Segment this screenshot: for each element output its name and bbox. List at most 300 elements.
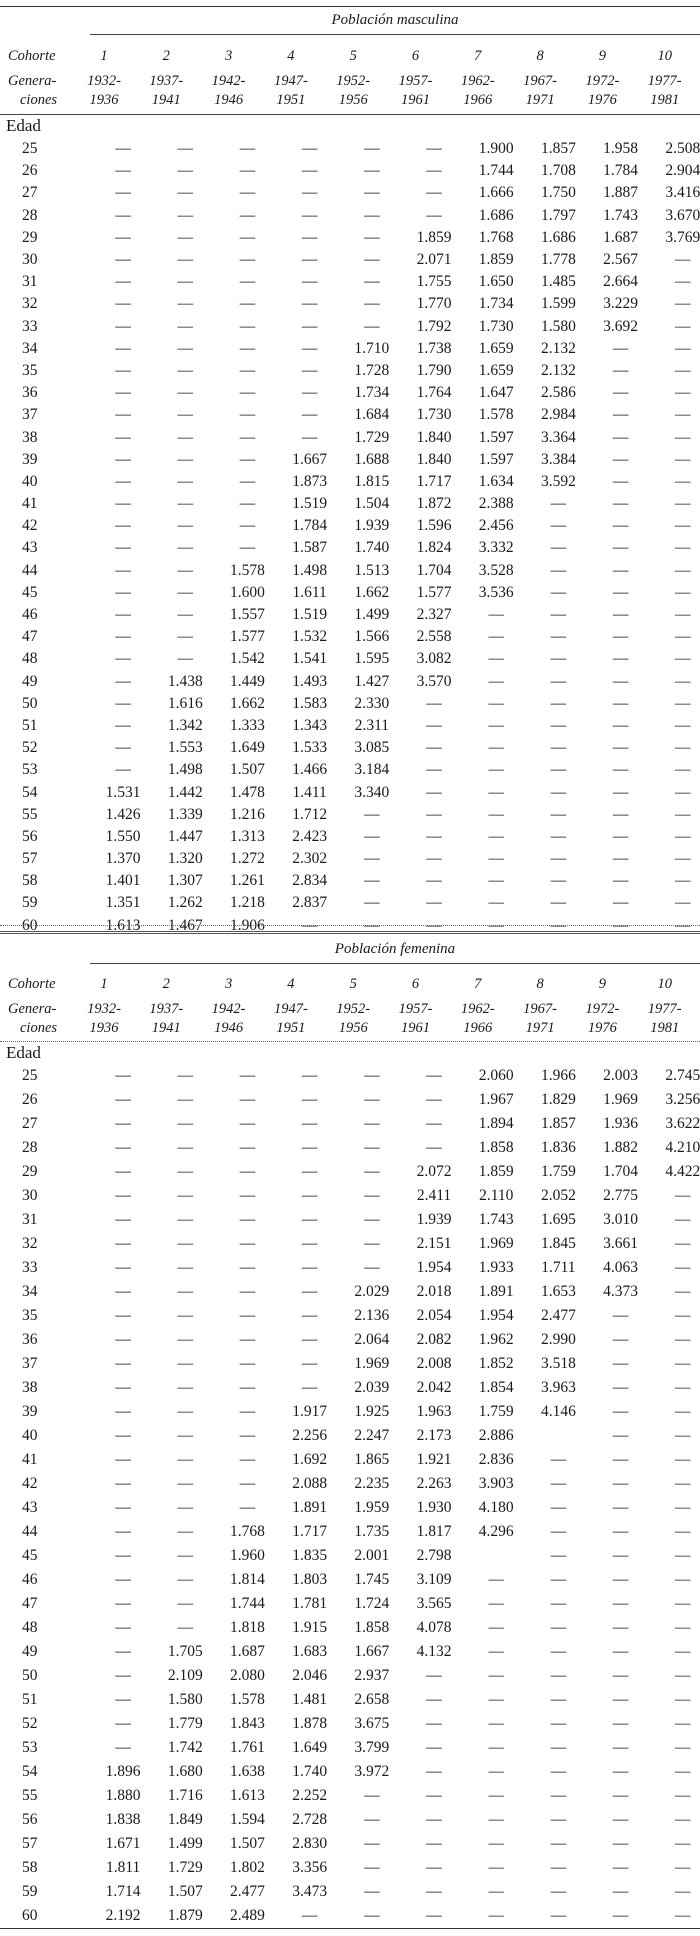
value-cell: 1.519 bbox=[292, 495, 328, 513]
age-cell: 52 bbox=[22, 1715, 38, 1732]
value-cell: — bbox=[115, 1523, 131, 1540]
value-cell: — bbox=[115, 339, 131, 357]
generation-to: 1961 bbox=[401, 92, 430, 108]
value-cell: — bbox=[115, 228, 131, 246]
value-cell: 2.054 bbox=[416, 1307, 452, 1324]
value-cell: — bbox=[239, 1187, 256, 1204]
value-cell: 1.750 bbox=[540, 184, 576, 202]
generation-range bbox=[323, 1000, 383, 1038]
value-cell: — bbox=[488, 1595, 504, 1612]
value-cell: — bbox=[115, 650, 131, 668]
value-cell: 1.784 bbox=[603, 162, 639, 180]
value-cell: — bbox=[364, 1211, 380, 1228]
value-cell: 1.686 bbox=[540, 228, 576, 246]
value-cell: 2.235 bbox=[354, 1475, 390, 1492]
value-cell: — bbox=[550, 916, 567, 934]
value-cell: 1.784 bbox=[292, 517, 328, 535]
table-row bbox=[0, 1280, 700, 1304]
table-row bbox=[0, 1544, 700, 1568]
value-cell: 1.959 bbox=[354, 1499, 390, 1516]
value-cell: 1.880 bbox=[105, 1787, 141, 1804]
table-row bbox=[0, 1832, 700, 1856]
value-cell: — bbox=[364, 162, 380, 180]
value-cell: 1.859 bbox=[416, 228, 452, 246]
value-cell: — bbox=[612, 850, 629, 868]
age-cell: 46 bbox=[22, 1571, 38, 1588]
value-cell: — bbox=[612, 894, 629, 912]
value-cell: — bbox=[550, 850, 567, 868]
value-cell: 1.858 bbox=[478, 1139, 514, 1156]
value-cell: — bbox=[115, 251, 131, 269]
value-cell: 1.541 bbox=[292, 650, 328, 668]
value-cell: — bbox=[115, 628, 131, 646]
value-cell: 1.687 bbox=[230, 1643, 265, 1660]
value-cell: — bbox=[177, 450, 194, 468]
value-cell: 1.683 bbox=[292, 1643, 328, 1660]
value-cell: — bbox=[115, 361, 131, 379]
value-cell: 1.759 bbox=[540, 1163, 576, 1180]
value-cell: — bbox=[426, 850, 442, 868]
value-cell: — bbox=[115, 1643, 131, 1660]
value-cell: 1.447 bbox=[167, 827, 203, 845]
value-cell: 2.886 bbox=[478, 1427, 514, 1444]
value-cell: — bbox=[426, 1739, 442, 1756]
age-cell: 49 bbox=[22, 1643, 38, 1660]
value-cell: 2.477 bbox=[230, 1883, 265, 1900]
value-cell: — bbox=[612, 450, 629, 468]
value-cell: — bbox=[612, 1355, 629, 1372]
value-cell: 1.449 bbox=[230, 672, 265, 690]
generation-from: 1957- bbox=[398, 73, 433, 89]
value-cell: 1.532 bbox=[292, 628, 328, 646]
value-cell: — bbox=[550, 1499, 567, 1516]
value-cell: — bbox=[177, 317, 194, 335]
value-cell: — bbox=[612, 1427, 629, 1444]
value-cell: — bbox=[675, 1763, 691, 1780]
age-cell: 32 bbox=[22, 295, 38, 313]
table-row bbox=[0, 1304, 700, 1328]
value-cell: — bbox=[239, 162, 256, 180]
value-cell: 2.052 bbox=[540, 1187, 576, 1204]
value-cell: 2.904 bbox=[665, 162, 700, 180]
value-cell: 1.960 bbox=[230, 1547, 265, 1564]
value-cell: 1.704 bbox=[416, 561, 452, 579]
age-cell: 34 bbox=[22, 1283, 38, 1300]
value-cell: 1.761 bbox=[230, 1739, 265, 1756]
table-row bbox=[0, 1616, 700, 1640]
cohort-number: 6 bbox=[411, 976, 420, 992]
value-cell: 1.717 bbox=[416, 472, 452, 490]
value-cell: — bbox=[612, 1571, 629, 1588]
value-cell: — bbox=[364, 1091, 380, 1108]
age-cell: 53 bbox=[22, 761, 38, 779]
value-cell: 4.146 bbox=[540, 1403, 576, 1420]
value-cell: — bbox=[115, 1499, 131, 1516]
generation-to: 1956 bbox=[338, 1020, 368, 1036]
value-cell: 2.247 bbox=[354, 1427, 390, 1444]
generation-from: 1942- bbox=[211, 1001, 246, 1017]
value-cell: 2.029 bbox=[354, 1283, 390, 1300]
value-cell: — bbox=[675, 1259, 691, 1276]
value-cell: — bbox=[550, 1739, 567, 1756]
value-cell: — bbox=[115, 1187, 131, 1204]
table-row bbox=[0, 1520, 700, 1544]
value-cell: 3.416 bbox=[665, 184, 700, 202]
value-cell: — bbox=[239, 184, 256, 202]
value-cell: 3.082 bbox=[416, 650, 452, 668]
value-cell: — bbox=[612, 916, 629, 934]
value-cell: 1.790 bbox=[416, 361, 452, 379]
generation-from: 1937- bbox=[149, 73, 184, 89]
value-cell: 2.046 bbox=[292, 1667, 328, 1684]
generation-range bbox=[261, 1000, 321, 1038]
value-cell: — bbox=[115, 295, 131, 313]
value-cell: 2.192 bbox=[105, 1907, 141, 1924]
value-cell: 1.649 bbox=[292, 1739, 328, 1756]
cohort-number: 5 bbox=[349, 976, 357, 992]
value-cell: — bbox=[177, 206, 194, 224]
generation-to: 1966 bbox=[463, 92, 493, 108]
value-cell: 1.580 bbox=[540, 317, 576, 335]
age-cell: 37 bbox=[22, 1355, 38, 1372]
value-cell: 1.873 bbox=[292, 472, 328, 490]
value-cell: — bbox=[177, 1547, 194, 1564]
value-cell: 2.798 bbox=[416, 1547, 452, 1564]
value-cell: — bbox=[177, 539, 194, 557]
value-cell: 1.755 bbox=[416, 273, 452, 291]
age-cell: 27 bbox=[22, 184, 38, 202]
value-cell: 3.622 bbox=[665, 1115, 700, 1132]
value-cell: — bbox=[426, 206, 442, 224]
value-cell: — bbox=[177, 1619, 194, 1636]
value-cell: 2.456 bbox=[478, 517, 514, 535]
value-cell: — bbox=[426, 783, 442, 801]
value-cell: — bbox=[301, 406, 318, 424]
value-cell: 2.728 bbox=[292, 1811, 328, 1828]
value-cell: — bbox=[612, 1691, 629, 1708]
value-cell: 1.578 bbox=[478, 406, 514, 424]
age-cell: 41 bbox=[22, 495, 38, 513]
generation-from: 1957- bbox=[398, 1001, 433, 1017]
age-cell: 57 bbox=[22, 850, 38, 868]
value-cell: 1.597 bbox=[478, 428, 514, 446]
cohort-number: 8 bbox=[536, 976, 544, 992]
value-cell: — bbox=[177, 1475, 194, 1492]
value-cell: — bbox=[177, 1139, 194, 1156]
value-cell: — bbox=[115, 273, 131, 291]
value-cell: — bbox=[550, 1451, 567, 1468]
value-cell: — bbox=[115, 1427, 131, 1444]
value-cell: — bbox=[239, 1355, 256, 1372]
age-label: Edad bbox=[6, 116, 41, 135]
value-cell: 3.565 bbox=[416, 1595, 452, 1612]
value-cell: — bbox=[301, 140, 318, 158]
value-cell: — bbox=[675, 1307, 691, 1324]
value-cell: — bbox=[239, 251, 256, 269]
value-cell: — bbox=[115, 406, 131, 424]
value-cell: 1.933 bbox=[478, 1259, 514, 1276]
value-cell: — bbox=[488, 1643, 504, 1660]
value-cell: 2.508 bbox=[665, 140, 700, 158]
generation-from: 1947- bbox=[273, 1001, 308, 1017]
value-cell: — bbox=[239, 384, 256, 402]
value-cell: — bbox=[675, 1859, 691, 1876]
value-cell: 1.320 bbox=[167, 850, 203, 868]
value-cell: 1.498 bbox=[292, 561, 328, 579]
value-cell: — bbox=[612, 406, 629, 424]
value-cell: 1.370 bbox=[105, 850, 141, 868]
value-cell: 2.330 bbox=[354, 694, 390, 712]
value-cell: — bbox=[612, 783, 629, 801]
value-cell: — bbox=[612, 1763, 629, 1780]
value-cell: 2.411 bbox=[416, 1187, 452, 1204]
value-cell: — bbox=[177, 384, 194, 402]
value-cell: — bbox=[550, 628, 567, 646]
value-cell: 1.216 bbox=[230, 805, 265, 823]
age-cell: 60 bbox=[22, 916, 38, 934]
value-cell: — bbox=[177, 583, 194, 601]
age-cell: 29 bbox=[22, 228, 38, 246]
value-cell: 1.613 bbox=[105, 916, 141, 934]
value-cell: 1.744 bbox=[230, 1595, 265, 1612]
generations-label-line1: Genera- bbox=[8, 1001, 57, 1017]
value-cell: 2.252 bbox=[292, 1787, 328, 1804]
value-cell: — bbox=[115, 1331, 131, 1348]
value-cell: 1.930 bbox=[416, 1499, 452, 1516]
value-cell: — bbox=[675, 495, 691, 513]
value-cell: — bbox=[550, 1571, 567, 1588]
value-cell: 1.836 bbox=[540, 1139, 576, 1156]
value-cell: 1.667 bbox=[292, 450, 328, 468]
value-cell: — bbox=[301, 1091, 318, 1108]
value-cell: — bbox=[115, 606, 131, 624]
value-cell: — bbox=[488, 783, 504, 801]
generation-to: 1981 bbox=[650, 92, 680, 108]
value-cell: — bbox=[177, 1379, 194, 1396]
value-cell: — bbox=[550, 1907, 567, 1924]
age-cell: 50 bbox=[22, 1667, 38, 1684]
value-cell: — bbox=[177, 1571, 194, 1588]
value-cell: — bbox=[612, 472, 629, 490]
table-row bbox=[0, 1256, 700, 1280]
generation-from: 1932- bbox=[87, 1001, 121, 1017]
value-cell: — bbox=[115, 472, 131, 490]
value-cell: — bbox=[426, 1139, 442, 1156]
value-cell: 1.781 bbox=[292, 1595, 328, 1612]
value-cell: 1.779 bbox=[167, 1715, 203, 1732]
value-cell: — bbox=[239, 295, 256, 313]
value-cell: — bbox=[675, 1835, 691, 1852]
generation-from: 1972- bbox=[585, 1001, 620, 1017]
value-cell: 2.388 bbox=[478, 495, 514, 513]
value-cell: 1.778 bbox=[540, 251, 576, 269]
value-cell: — bbox=[675, 783, 691, 801]
value-cell: 1.351 bbox=[105, 894, 141, 912]
value-cell: 3.528 bbox=[478, 561, 514, 579]
value-cell: 1.542 bbox=[230, 650, 265, 668]
value-cell: — bbox=[488, 1715, 504, 1732]
value-cell: — bbox=[115, 384, 131, 402]
value-cell: 4.373 bbox=[603, 1283, 639, 1300]
value-cell: — bbox=[177, 1523, 194, 1540]
value-cell: 3.518 bbox=[540, 1355, 576, 1372]
value-cell: — bbox=[115, 539, 131, 557]
value-cell: — bbox=[612, 1523, 629, 1540]
value-cell: — bbox=[675, 1427, 691, 1444]
value-cell: — bbox=[177, 251, 194, 269]
age-cell: 55 bbox=[22, 805, 38, 823]
value-cell: — bbox=[115, 1067, 131, 1084]
value-cell: — bbox=[612, 339, 629, 357]
value-cell: 1.845 bbox=[540, 1235, 576, 1252]
age-cell: 30 bbox=[22, 251, 38, 269]
value-cell: — bbox=[426, 894, 442, 912]
cohort-number: 4 bbox=[287, 976, 295, 992]
value-cell: — bbox=[612, 517, 629, 535]
age-cell: 32 bbox=[22, 1235, 38, 1252]
age-cell: 30 bbox=[22, 1187, 38, 1204]
value-cell: 1.717 bbox=[292, 1523, 328, 1540]
value-cell: 2.558 bbox=[416, 628, 452, 646]
age-cell: 36 bbox=[22, 384, 38, 402]
value-cell: — bbox=[488, 694, 504, 712]
age-cell: 45 bbox=[22, 583, 38, 601]
table-row bbox=[0, 1232, 700, 1256]
value-cell: — bbox=[115, 694, 131, 712]
value-cell: — bbox=[239, 472, 256, 490]
value-cell: 3.256 bbox=[665, 1091, 700, 1108]
value-cell: — bbox=[115, 317, 131, 335]
table-row bbox=[0, 1136, 700, 1160]
value-cell: — bbox=[675, 716, 691, 734]
value-cell: 1.740 bbox=[292, 1763, 328, 1780]
generation-to: 1941 bbox=[151, 1020, 181, 1036]
value-cell: — bbox=[177, 1283, 194, 1300]
value-cell: 1.504 bbox=[354, 495, 390, 513]
value-cell: 4.210 bbox=[665, 1139, 700, 1156]
generation-to: 1956 bbox=[338, 92, 368, 108]
age-cell: 46 bbox=[22, 606, 38, 624]
value-cell: — bbox=[426, 1115, 442, 1132]
value-cell: 4.132 bbox=[416, 1643, 452, 1660]
value-cell: 1.662 bbox=[354, 583, 390, 601]
value-cell: — bbox=[301, 1307, 318, 1324]
value-cell: — bbox=[115, 561, 131, 579]
value-cell: 3.332 bbox=[478, 539, 514, 557]
age-cell: 33 bbox=[22, 317, 38, 335]
value-cell: — bbox=[550, 672, 567, 690]
value-cell: 2.664 bbox=[603, 273, 639, 291]
generation-range bbox=[74, 1000, 134, 1038]
table-row bbox=[0, 1784, 700, 1808]
generation-range bbox=[199, 1000, 259, 1038]
value-cell: — bbox=[364, 894, 380, 912]
value-cell: — bbox=[364, 1811, 380, 1828]
value-cell: — bbox=[239, 1211, 256, 1228]
value-cell: 1.611 bbox=[292, 583, 327, 601]
value-cell: — bbox=[550, 1715, 567, 1732]
value-cell: — bbox=[301, 1115, 318, 1132]
table-row bbox=[0, 1160, 700, 1184]
value-cell: — bbox=[550, 606, 567, 624]
value-cell: — bbox=[550, 1667, 567, 1684]
value-cell: 1.852 bbox=[478, 1355, 514, 1372]
table-row bbox=[0, 1184, 700, 1208]
value-cell: — bbox=[301, 273, 318, 291]
value-cell: — bbox=[612, 739, 629, 757]
value-cell: — bbox=[675, 361, 691, 379]
value-cell: 3.692 bbox=[603, 317, 639, 335]
value-cell: — bbox=[301, 251, 318, 269]
age-cell: 35 bbox=[22, 361, 38, 379]
age-cell: 29 bbox=[22, 1163, 38, 1180]
value-cell: 1.814 bbox=[230, 1571, 265, 1588]
value-cell: 1.803 bbox=[292, 1571, 328, 1588]
age-cell: 49 bbox=[22, 672, 38, 690]
value-cell: 1.442 bbox=[167, 783, 203, 801]
value-cell: — bbox=[612, 1379, 629, 1396]
value-cell: — bbox=[675, 805, 691, 823]
value-cell: 1.667 bbox=[354, 1643, 390, 1660]
value-cell: 2.018 bbox=[416, 1283, 452, 1300]
table-row bbox=[0, 1592, 700, 1616]
value-cell: 1.969 bbox=[354, 1355, 390, 1372]
value-cell: 2.110 bbox=[479, 1187, 514, 1204]
value-cell: — bbox=[301, 1211, 318, 1228]
age-cell: 28 bbox=[22, 206, 38, 224]
value-cell: — bbox=[364, 805, 380, 823]
value-cell: — bbox=[612, 1499, 629, 1516]
value-cell: — bbox=[364, 1235, 380, 1252]
value-cell: — bbox=[177, 1595, 194, 1612]
value-cell: — bbox=[488, 872, 504, 890]
value-cell: — bbox=[612, 872, 629, 890]
value-cell: — bbox=[675, 827, 691, 845]
value-cell: — bbox=[115, 1259, 131, 1276]
value-cell: — bbox=[239, 1067, 256, 1084]
table-row bbox=[0, 1472, 700, 1496]
generations-label-line1: Genera- bbox=[8, 73, 57, 89]
value-cell: — bbox=[426, 716, 442, 734]
value-cell: 2.477 bbox=[540, 1307, 576, 1324]
value-cell: — bbox=[550, 1547, 567, 1564]
age-cell: 59 bbox=[22, 894, 38, 912]
table-row bbox=[0, 1880, 700, 1904]
value-cell: 3.675 bbox=[354, 1715, 390, 1732]
generation-from: 1967- bbox=[523, 73, 558, 89]
age-cell: 53 bbox=[22, 1739, 38, 1756]
value-cell: — bbox=[115, 206, 131, 224]
value-cell: — bbox=[115, 450, 131, 468]
value-cell: 2.990 bbox=[540, 1331, 576, 1348]
generation-from: 1952- bbox=[336, 1001, 371, 1017]
value-cell: 1.811 bbox=[105, 1859, 141, 1876]
value-cell: 1.797 bbox=[540, 206, 576, 224]
value-cell: — bbox=[550, 561, 567, 579]
value-cell: — bbox=[675, 606, 691, 624]
value-cell: — bbox=[301, 428, 318, 446]
value-cell: 3.364 bbox=[540, 428, 576, 446]
value-cell: — bbox=[115, 1667, 131, 1684]
value-cell: 1.695 bbox=[540, 1211, 576, 1228]
value-cell: — bbox=[301, 1163, 318, 1180]
value-cell: 1.954 bbox=[416, 1259, 452, 1276]
value-cell: — bbox=[550, 1595, 567, 1612]
value-cell: — bbox=[612, 1859, 629, 1876]
value-cell: 1.849 bbox=[167, 1811, 203, 1828]
generation-to: 1976 bbox=[587, 92, 617, 108]
age-cell: 56 bbox=[22, 827, 38, 845]
